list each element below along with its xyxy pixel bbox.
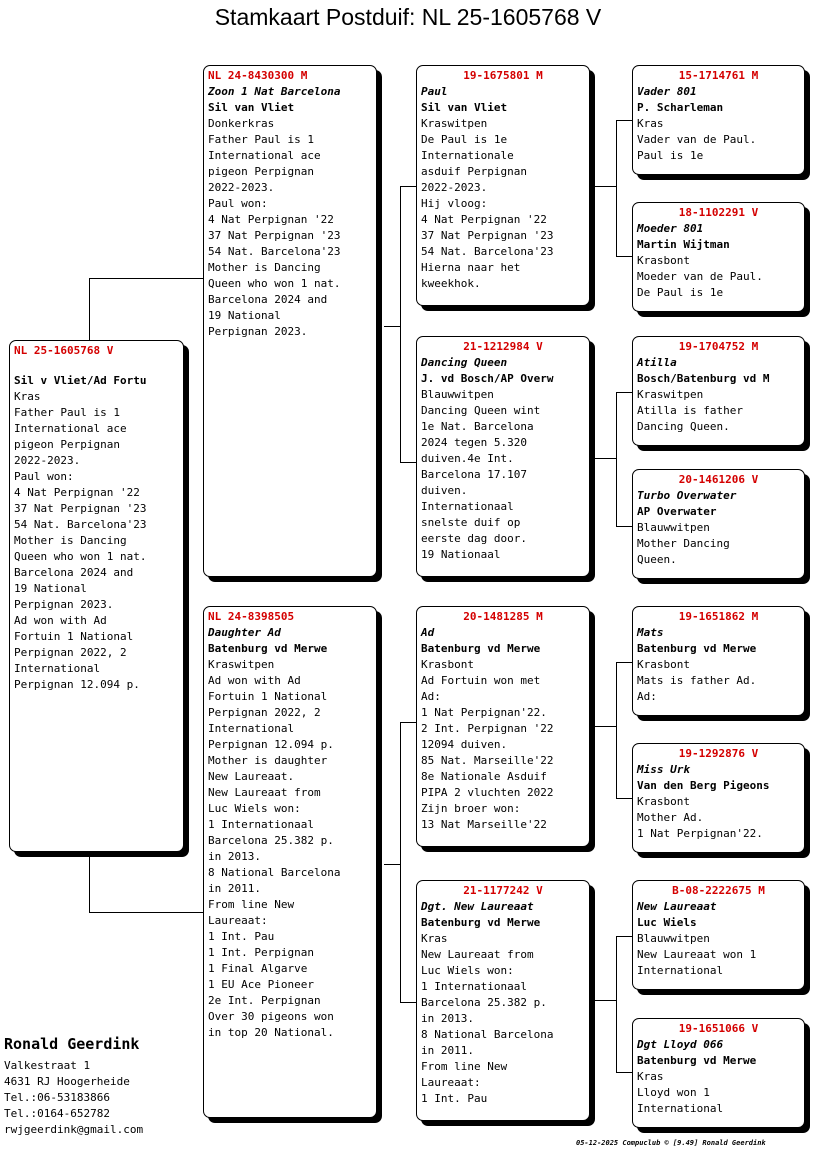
owner-email[interactable]: rwjgeerdink@gmail.com xyxy=(4,1123,144,1136)
pigeon-name: Dgt Lloyd 066 xyxy=(637,1038,724,1051)
ring-number: 18-1102291 V xyxy=(678,206,759,219)
note-line: Paul won: xyxy=(208,197,268,210)
breeder-name: Martin Wijtman xyxy=(637,238,730,251)
ring-number: 19-1704752 M xyxy=(678,340,759,353)
breeder-name: Luc Wiels xyxy=(637,916,697,929)
connector-line xyxy=(590,186,616,187)
pigeon-card-ddd[interactable] xyxy=(632,1018,805,1128)
note-line: Mother is daughter xyxy=(208,754,328,767)
note-line: 54 Nat. Barcelona'23 xyxy=(208,245,341,258)
pigeon-color: Kras xyxy=(421,932,448,945)
note-line: Vader van de Paul. xyxy=(637,133,757,146)
connector-line xyxy=(384,326,401,327)
note-line: New Laureaat won 1 xyxy=(637,948,757,961)
note-line: 1 EU Ace Pioneer xyxy=(208,978,314,991)
note-line: Queen who won 1 nat. xyxy=(14,550,147,563)
pigeon-name: Dgt. New Laureaat xyxy=(421,900,534,913)
note-line: Hij vloog: xyxy=(421,197,488,210)
pigeon-name: Ad xyxy=(421,626,435,639)
note-line: 4 Nat Perpignan '22 xyxy=(14,486,140,499)
note-line: Mother is Dancing xyxy=(208,261,321,274)
note-line: 19 Nationaal xyxy=(421,548,501,561)
note-line: 2 Int. Perpignan '22 xyxy=(421,722,554,735)
note-line: eerste dag door. xyxy=(421,532,527,545)
note-line: Perpignan 2023. xyxy=(208,325,308,338)
note-line: Atilla is father xyxy=(637,404,743,417)
pigeon-card-sds[interactable] xyxy=(632,336,805,446)
note-line: International xyxy=(208,722,295,735)
owner-phone-landline: Tel.:0164-652782 xyxy=(4,1107,110,1120)
pigeon-color: Kras xyxy=(637,1070,664,1083)
note-line: 85 Nat. Marseille'22 xyxy=(421,754,554,767)
breeder-name: Bosch/Batenburg vd M xyxy=(637,372,770,385)
ring-number: 19-1675801 M xyxy=(463,69,543,82)
note-line: Barcelona 17.107 xyxy=(421,468,527,481)
pigeon-name: Miss Urk xyxy=(637,763,690,776)
ring-number: 19-1292876 V xyxy=(678,747,759,760)
note-line: Mother is Dancing xyxy=(14,534,127,547)
note-line: Barcelona 2024 and xyxy=(208,293,328,306)
pigeon-color: Krasbont xyxy=(637,795,690,808)
note-line: De Paul is 1e xyxy=(637,286,724,299)
connector-line xyxy=(400,722,401,1002)
connector-line xyxy=(616,120,633,121)
note-line: Internationale xyxy=(421,149,514,162)
note-line: in 2013. xyxy=(421,1012,474,1025)
note-line: Queen. xyxy=(637,553,677,566)
pigeon-color: Kras xyxy=(14,390,41,403)
connector-line xyxy=(616,120,617,256)
ring-number: 15-1714761 M xyxy=(678,69,759,82)
breeder-name: P. Scharleman xyxy=(637,101,724,114)
note-line: 12094 duiven. xyxy=(421,738,508,751)
note-line: Ad: xyxy=(637,690,657,703)
note-line: 1 Int. Pau xyxy=(421,1092,488,1105)
note-line: 1 Int. Perpignan xyxy=(208,946,314,959)
ring-number: 21-1177242 V xyxy=(463,884,543,897)
note-line: 1 Internationaal xyxy=(421,980,527,993)
note-line: kweekhok. xyxy=(421,277,481,290)
ring-number: NL 25-1605768 V xyxy=(14,344,114,357)
connector-line xyxy=(616,662,617,798)
connector-line xyxy=(400,722,417,723)
note-line: Perpignan 12.094 p. xyxy=(208,738,334,751)
pigeon-card-dss[interactable] xyxy=(632,606,805,716)
owner-block xyxy=(4,1034,143,1138)
note-line: Father Paul is 1 xyxy=(208,133,314,146)
note-line: New Laureaat. xyxy=(208,770,295,783)
note-line: 2022-2023. xyxy=(14,454,81,467)
note-line: Hierna naar het xyxy=(421,261,521,274)
pigeon-color: Kras xyxy=(637,117,664,130)
note-line: Perpignan 2022, 2 xyxy=(14,646,127,659)
note-line: 8 National Barcelona xyxy=(208,866,341,879)
note-line: 1 Nat Perpignan'22. xyxy=(637,827,763,840)
note-line: 19 National xyxy=(14,582,87,595)
pigeon-name: Atilla xyxy=(637,356,677,369)
note-line: Laureaat: xyxy=(208,914,268,927)
note-line: Barcelona 25.382 p. xyxy=(421,996,547,1009)
note-line: 4 Nat Perpignan '22 xyxy=(208,213,334,226)
note-line: 8 National Barcelona xyxy=(421,1028,554,1041)
note-line: Paul won: xyxy=(14,470,74,483)
note-line: 37 Nat Perpignan '23 xyxy=(421,229,554,242)
note-line: 1 Int. Pau xyxy=(208,930,275,943)
connector-line xyxy=(89,852,90,912)
note-line: 8e Nationale Asduif xyxy=(421,770,547,783)
note-line: Dancing Queen wint xyxy=(421,404,541,417)
connector-line xyxy=(89,912,204,913)
owner-name: Ronald Geerdink xyxy=(4,1035,140,1053)
connector-line xyxy=(384,864,401,865)
pigeon-color: Krasbont xyxy=(637,254,690,267)
pigeon-color: Blauwwitpen xyxy=(421,388,494,401)
note-line: 2022-2023. xyxy=(421,181,488,194)
note-line: Dancing Queen. xyxy=(637,420,730,433)
note-line: Zijn broer won: xyxy=(421,802,521,815)
breeder-name: Sil van Vliet xyxy=(208,101,295,114)
note-line: 2022-2023. xyxy=(208,181,275,194)
ring-number: 20-1461206 V xyxy=(678,473,759,486)
breeder-name: AP Overwater xyxy=(637,505,717,518)
note-line: 2e Int. Perpignan xyxy=(208,994,321,1007)
note-line: Lloyd won 1 xyxy=(637,1086,710,1099)
note-line: Paul is 1e xyxy=(637,149,704,162)
ring-number: 19-1651066 V xyxy=(678,1022,759,1035)
note-line: Over 30 pigeons won xyxy=(208,1010,334,1023)
pigeon-name: Turbo Overwater xyxy=(637,489,737,502)
note-line: 1e Nat. Barcelona xyxy=(421,420,534,433)
note-line: 1 Internationaal xyxy=(208,818,314,831)
pigeon-color: Krasbont xyxy=(637,658,690,671)
owner-phone-mobile: Tel.:06-53183866 xyxy=(4,1091,110,1104)
pigeon-name: Daughter Ad xyxy=(208,626,281,639)
breeder-name: J. vd Bosch/AP Overw xyxy=(421,372,554,385)
note-line: International xyxy=(637,964,724,977)
note-line: Perpignan 2022, 2 xyxy=(208,706,321,719)
ring-number: NL 24-8430300 M xyxy=(208,69,308,82)
note-line: in top 20 National. xyxy=(208,1026,334,1039)
pigeon-card-dds[interactable] xyxy=(632,880,805,990)
note-line: duiven.4e Int. xyxy=(421,452,514,465)
connector-line xyxy=(400,1002,417,1003)
breeder-name: Van den Berg Pigeons xyxy=(637,779,770,792)
note-line: Barcelona 25.382 p. xyxy=(208,834,334,847)
note-line: Mother Dancing xyxy=(637,537,730,550)
connector-line xyxy=(616,662,633,663)
pigeon-card-sire-dam[interactable] xyxy=(416,336,590,577)
connector-line xyxy=(590,726,616,727)
note-line: Fortuin 1 National xyxy=(14,630,134,643)
connector-line xyxy=(400,186,417,187)
page-title: Stamkaart Postduif: NL 25-1605768 V xyxy=(214,4,602,30)
connector-line xyxy=(89,278,204,279)
ring-number: 21-1212984 V xyxy=(463,340,543,353)
note-line: in 2013. xyxy=(208,850,261,863)
note-line: asduif Perpignan xyxy=(421,165,527,178)
note-line: snelste duif op xyxy=(421,516,521,529)
note-line: 37 Nat Perpignan '23 xyxy=(208,229,341,242)
note-line: duiven. xyxy=(421,484,468,497)
note-line: Ad won with Ad xyxy=(14,614,107,627)
pigeon-card-dam[interactable] xyxy=(203,606,377,1118)
ring-number: 19-1651862 M xyxy=(678,610,759,623)
pigeon-name: Vader 801 xyxy=(637,85,697,98)
note-line: Ad: xyxy=(421,690,441,703)
ring-number: B-08-2222675 M xyxy=(672,884,765,897)
note-line: 19 National xyxy=(208,309,281,322)
connector-line xyxy=(616,1072,633,1073)
connector-line xyxy=(590,458,616,459)
note-line: Ad won with Ad xyxy=(208,674,301,687)
note-line: 2024 tegen 5.320 xyxy=(421,436,527,449)
note-line: From line New xyxy=(208,898,295,911)
breeder-name: Batenburg vd Merwe xyxy=(421,642,541,655)
ring-number: NL 24-8398505 xyxy=(208,610,295,623)
note-line: 4 Nat Perpignan '22 xyxy=(421,213,547,226)
note-line: International xyxy=(14,662,101,675)
pigeon-card-dsd[interactable] xyxy=(632,743,805,853)
note-line: New Laureaat from xyxy=(421,948,534,961)
note-line: De Paul is 1e xyxy=(421,133,508,146)
note-line: Luc Wiels won: xyxy=(208,802,301,815)
note-line: Laureaat: xyxy=(421,1076,481,1089)
pigeon-card-sire-sire[interactable] xyxy=(416,65,590,306)
note-line: 54 Nat. Barcelona'23 xyxy=(421,245,554,258)
breeder-name: Batenburg vd Merwe xyxy=(208,642,328,655)
note-line: Internationaal xyxy=(421,500,514,513)
note-line: Father Paul is 1 xyxy=(14,406,120,419)
note-line: Luc Wiels won: xyxy=(421,964,514,977)
breeder-name: Batenburg vd Merwe xyxy=(637,1054,757,1067)
note-line: 54 Nat. Barcelona'23 xyxy=(14,518,147,531)
note-line: New Laureaat from xyxy=(208,786,321,799)
breeder-name: Batenburg vd Merwe xyxy=(637,642,757,655)
owner-city: 4631 RJ Hoogerheide xyxy=(4,1075,130,1088)
pigeon-card-dam-dam[interactable] xyxy=(416,880,590,1121)
connector-line xyxy=(616,256,633,257)
connector-line xyxy=(400,186,401,462)
note-line: in 2011. xyxy=(208,882,261,895)
note-line: Barcelona 2024 and xyxy=(14,566,134,579)
pigeon-name: Dancing Queen xyxy=(421,356,508,369)
pigeon-card-dam-sire[interactable] xyxy=(416,606,590,847)
note-line: 37 Nat Perpignan '23 xyxy=(14,502,147,515)
note-line: 13 Nat Marseille'22 xyxy=(421,818,547,831)
pigeon-name: Paul xyxy=(421,85,448,98)
connector-line xyxy=(616,936,617,1072)
pigeon-name: Mats xyxy=(637,626,664,639)
pigeon-color: Blauwwitpen xyxy=(637,932,710,945)
pigeon-card-sire[interactable] xyxy=(203,65,377,577)
pigeon-color: Kraswitpen xyxy=(637,388,704,401)
note-line: pigeon Perpignan xyxy=(14,438,120,451)
pigeon-card-sdd[interactable] xyxy=(632,469,805,579)
note-line: pigeon Perpignan xyxy=(208,165,314,178)
note-line: 1 Final Algarve xyxy=(208,962,308,975)
connector-line xyxy=(616,392,633,393)
note-line: 1 Nat Perpignan'22. xyxy=(421,706,547,719)
pigeon-name: Moeder 801 xyxy=(637,222,704,235)
breeder-name: Sil van Vliet xyxy=(421,101,508,114)
note-line: Ad Fortuin won met xyxy=(421,674,541,687)
connector-line xyxy=(89,278,90,340)
note-line: Queen who won 1 nat. xyxy=(208,277,341,290)
pigeon-card-sss[interactable] xyxy=(632,65,805,175)
pigeon-color: Kraswitpen xyxy=(208,658,275,671)
pigeon-color: Donkerkras xyxy=(208,117,275,130)
note-line: From line New xyxy=(421,1060,508,1073)
pigeon-color: Kraswitpen xyxy=(421,117,488,130)
note-line: International ace xyxy=(208,149,321,162)
pigeon-color: Krasbont xyxy=(421,658,474,671)
connector-line xyxy=(616,936,633,937)
connector-line xyxy=(616,526,633,527)
note-line: in 2011. xyxy=(421,1044,474,1057)
connector-line xyxy=(616,798,633,799)
ring-number: 20-1481285 M xyxy=(463,610,543,623)
pigeon-color: Blauwwitpen xyxy=(637,521,710,534)
connector-line xyxy=(590,1000,616,1001)
footer-credit: 05-12-2025 Compuclub © [9.49] Ronald Geerdink xyxy=(576,1139,766,1147)
breeder-name: Batenburg vd Merwe xyxy=(421,916,541,929)
note-line: PIPA 2 vluchten 2022 xyxy=(421,786,554,799)
connector-line xyxy=(616,392,617,526)
note-line: Mother Ad. xyxy=(637,811,704,824)
note-line: Fortuin 1 National xyxy=(208,690,328,703)
pigeon-name: Zoon 1 Nat Barcelona xyxy=(208,85,341,98)
pigeon-card-subject[interactable] xyxy=(9,340,184,852)
note-line: Perpignan 12.094 p. xyxy=(14,678,140,691)
note-line: Mats is father Ad. xyxy=(637,674,757,687)
note-line: Perpignan 2023. xyxy=(14,598,114,611)
note-line: International xyxy=(637,1102,724,1115)
breeder-name: Sil v Vliet/Ad Fortu xyxy=(14,374,147,387)
pigeon-card-ssd[interactable] xyxy=(632,202,805,312)
note-line: Moeder van de Paul. xyxy=(637,270,763,283)
owner-address: Valkestraat 1 xyxy=(4,1059,91,1072)
pigeon-name: New Laureaat xyxy=(637,900,717,913)
note-line: International ace xyxy=(14,422,127,435)
connector-line xyxy=(400,462,417,463)
spacer xyxy=(14,359,179,373)
